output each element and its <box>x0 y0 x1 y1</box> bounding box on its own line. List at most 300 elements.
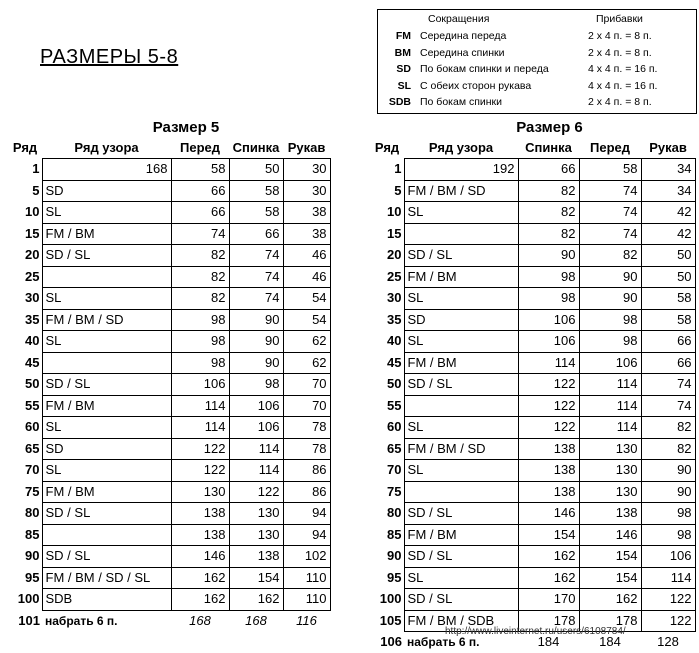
row-number: 65 <box>387 440 402 456</box>
value-cell: 162 <box>579 589 641 611</box>
row-number: 1 <box>394 161 402 177</box>
value-cell: 82 <box>641 438 695 460</box>
value-cell: 138 <box>171 524 229 546</box>
row-number: 55 <box>25 397 40 413</box>
row-number: 40 <box>25 333 40 349</box>
pattern-cell: FM / BM / SDB <box>404 610 518 632</box>
abbreviation-code: SL <box>397 79 411 92</box>
value-cell: 38 <box>283 202 330 224</box>
size6-col-c-header: Рукав <box>649 140 687 155</box>
pattern-cell: SD / SL <box>42 546 171 568</box>
pattern-cell: FM / BM / SD / SL <box>42 567 171 589</box>
row-number: 50 <box>387 376 402 392</box>
table-row <box>370 159 695 181</box>
pattern-cell: SD <box>42 180 171 202</box>
size5-col-b-header: Спинка <box>232 140 280 155</box>
value-cell: 98 <box>171 352 229 374</box>
abbreviation-inc: 2 х 4 п. = 8 п. <box>588 30 652 42</box>
value-cell: 74 <box>579 180 641 202</box>
value-cell: 82 <box>579 245 641 267</box>
pattern-cell <box>404 481 518 503</box>
value-cell: 106 <box>171 374 229 396</box>
abbreviation-row <box>378 96 696 112</box>
table-row <box>8 245 330 267</box>
value-cell: 114 <box>229 438 283 460</box>
value-cell: 138 <box>518 438 579 460</box>
abbreviation-row <box>378 80 696 96</box>
abbreviation-desc: С обеих сторон рукава <box>420 79 532 92</box>
value-cell: 90 <box>229 331 283 353</box>
value-cell: 90 <box>641 460 695 482</box>
pattern-cell: SL <box>404 288 518 310</box>
value-cell: 98 <box>518 266 579 288</box>
value-cell: 98 <box>579 309 641 331</box>
table-row <box>370 460 695 482</box>
value-cell: 82 <box>171 288 229 310</box>
table-row <box>370 524 695 546</box>
value-cell: 114 <box>171 395 229 417</box>
value-cell: 110 <box>283 589 330 611</box>
value-cell: 74 <box>229 245 283 267</box>
row-number: 65 <box>25 440 40 456</box>
row-number: 80 <box>387 505 402 521</box>
value-cell: 74 <box>641 395 695 417</box>
table-row <box>8 438 330 460</box>
value-cell: 58 <box>579 159 641 181</box>
value-cell: 54 <box>283 288 330 310</box>
abbreviation-desc: По бокам спинки <box>420 96 503 108</box>
size5-pattern-header: Ряд узора <box>74 140 139 155</box>
value-cell: 74 <box>641 374 695 396</box>
abbreviations-header-label: Сокращения <box>428 13 490 25</box>
table-row <box>8 331 330 353</box>
row-number: 80 <box>25 505 40 521</box>
value-cell: 122 <box>641 610 695 632</box>
table-row <box>8 589 330 611</box>
row-number: 85 <box>25 526 40 542</box>
table-row <box>8 309 330 331</box>
value-cell: 30 <box>283 159 330 181</box>
table-row <box>370 481 695 503</box>
value-cell: 170 <box>518 589 579 611</box>
row-number: 5 <box>32 182 40 198</box>
pattern-cell: SD <box>404 309 518 331</box>
abbreviation-code: FM <box>395 30 411 42</box>
value-cell: 66 <box>641 331 695 353</box>
row-number: 35 <box>387 311 402 327</box>
table-row <box>8 567 330 589</box>
pattern-cell: FM / BM <box>404 352 518 374</box>
value-cell: 98 <box>579 331 641 353</box>
value-cell: 82 <box>518 180 579 202</box>
value-cell: 82 <box>641 417 695 439</box>
value-cell: 98 <box>171 309 229 331</box>
value-cell: 90 <box>229 352 283 374</box>
value-cell: 122 <box>229 481 283 503</box>
value-cell: 162 <box>171 567 229 589</box>
table-row <box>8 159 330 181</box>
value-cell: 70 <box>283 395 330 417</box>
value-cell: 114 <box>518 352 579 374</box>
value-cell: 178 <box>579 610 641 632</box>
table-row <box>370 546 695 568</box>
table-row <box>370 202 695 224</box>
value-cell: 82 <box>171 245 229 267</box>
abbreviation-inc: 2 х 4 п. = 8 п. <box>588 96 652 108</box>
table-row <box>370 438 695 460</box>
pattern-cell: 192 <box>404 159 518 181</box>
pattern-cell: FM / BM <box>42 395 171 417</box>
pattern-cell: SL <box>42 460 171 482</box>
increases-header-label: Прибавки <box>596 13 643 25</box>
value-cell: 66 <box>229 223 283 245</box>
value-cell: 106 <box>229 417 283 439</box>
value-cell: 130 <box>171 481 229 503</box>
value-cell: 162 <box>518 546 579 568</box>
value-cell: 162 <box>171 589 229 611</box>
row-number: 90 <box>25 548 40 564</box>
pattern-cell: SL <box>404 331 518 353</box>
table-row <box>370 245 695 267</box>
value-cell: 116 <box>296 612 317 628</box>
value-cell: 122 <box>518 374 579 396</box>
pattern-cell: FM / BM <box>404 524 518 546</box>
value-cell: 74 <box>171 223 229 245</box>
abbreviation-inc: 2 х 4 п. = 8 п. <box>588 46 652 59</box>
row-number: 100 <box>17 591 40 607</box>
abbreviation-desc: Середина переда <box>420 30 507 42</box>
pattern-cell: SL <box>42 202 171 224</box>
value-cell: 78 <box>283 417 330 439</box>
final-instruction: набрать 6 п. <box>45 613 118 628</box>
row-number: 100 <box>379 591 402 607</box>
value-cell: 114 <box>579 417 641 439</box>
row-number: 20 <box>387 247 402 263</box>
value-cell: 114 <box>579 374 641 396</box>
pattern-cell: SD / SL <box>404 546 518 568</box>
pattern-cell: SD / SL <box>42 374 171 396</box>
value-cell: 98 <box>518 288 579 310</box>
value-cell: 58 <box>229 180 283 202</box>
value-cell: 94 <box>283 524 330 546</box>
size5-title: Размер 5 <box>152 119 220 136</box>
table-row <box>8 546 330 568</box>
row-number: 95 <box>387 569 402 585</box>
value-cell: 98 <box>641 524 695 546</box>
row-number: 60 <box>25 419 40 435</box>
row-number: 15 <box>25 225 40 241</box>
pattern-cell: SL <box>404 202 518 224</box>
pattern-cell: SD <box>42 438 171 460</box>
value-cell: 138 <box>171 503 229 525</box>
pattern-cell: SL <box>404 417 518 439</box>
value-cell: 138 <box>229 546 283 568</box>
value-cell: 46 <box>283 245 330 267</box>
value-cell: 50 <box>229 159 283 181</box>
value-cell: 106 <box>229 395 283 417</box>
row-number: 50 <box>25 376 40 392</box>
pattern-cell: SL <box>404 460 518 482</box>
table-row <box>370 374 695 396</box>
pattern-cell: SD / SL <box>404 245 518 267</box>
abbreviation-code: SDB <box>388 96 411 108</box>
value-cell: 34 <box>641 180 695 202</box>
value-cell: 110 <box>283 567 330 589</box>
value-cell: 130 <box>579 460 641 482</box>
value-cell: 128 <box>657 634 679 650</box>
value-cell: 146 <box>518 503 579 525</box>
value-cell: 50 <box>641 266 695 288</box>
pattern-cell: FM / BM <box>42 223 171 245</box>
table-row <box>8 352 330 374</box>
row-number: 1 <box>32 161 40 177</box>
row-number: 25 <box>387 268 402 284</box>
table-row <box>8 395 330 417</box>
pattern-cell <box>42 266 171 288</box>
abbreviation-desc: Середина спинки <box>420 46 505 59</box>
size6-pattern-header: Ряд узора <box>428 140 494 155</box>
table-row <box>8 180 330 202</box>
table-row <box>8 503 330 525</box>
value-cell: 74 <box>579 223 641 245</box>
value-cell: 66 <box>518 159 579 181</box>
row-number: 20 <box>25 247 40 263</box>
value-cell: 74 <box>229 288 283 310</box>
pattern-cell <box>404 223 518 245</box>
value-cell: 106 <box>518 309 579 331</box>
size6-row-header: Ряд <box>374 140 400 156</box>
table-row <box>370 395 695 417</box>
pattern-cell: FM / BM / SD <box>404 180 518 202</box>
table-row <box>8 223 330 245</box>
value-cell: 90 <box>229 309 283 331</box>
value-cell: 46 <box>283 266 330 288</box>
value-cell: 90 <box>579 288 641 310</box>
value-cell: 34 <box>641 159 695 181</box>
value-cell: 90 <box>579 266 641 288</box>
value-cell: 102 <box>283 546 330 568</box>
value-cell: 70 <box>283 374 330 396</box>
row-number: 70 <box>387 462 402 478</box>
pattern-cell: SD / SL <box>404 374 518 396</box>
value-cell: 122 <box>641 589 695 611</box>
value-cell: 58 <box>641 288 695 310</box>
row-number: 55 <box>387 397 402 413</box>
value-cell: 58 <box>641 309 695 331</box>
pattern-cell: SL <box>42 417 171 439</box>
value-cell: 130 <box>579 438 641 460</box>
value-cell: 38 <box>283 223 330 245</box>
abbreviation-row <box>378 47 696 63</box>
table-row <box>8 374 330 396</box>
final-instruction: набрать 6 п. <box>407 635 480 650</box>
abbreviation-inc: 4 х 4 п. = 16 п. <box>588 79 658 92</box>
row-number: 35 <box>25 311 40 327</box>
row-number: 45 <box>25 354 40 370</box>
value-cell: 106 <box>518 331 579 353</box>
table-row <box>370 309 695 331</box>
row-number: 30 <box>25 290 40 306</box>
table-row <box>370 589 695 611</box>
value-cell: 122 <box>171 460 229 482</box>
row-number: 90 <box>387 548 402 564</box>
row-number: 30 <box>387 290 402 306</box>
value-cell: 122 <box>171 438 229 460</box>
final-row <box>8 610 330 631</box>
abbreviation-row <box>378 30 696 46</box>
size6-title: Размер 6 <box>516 119 583 136</box>
value-cell: 78 <box>283 438 330 460</box>
table-row <box>370 331 695 353</box>
value-cell: 146 <box>579 524 641 546</box>
value-cell: 114 <box>229 460 283 482</box>
value-cell: 130 <box>229 524 283 546</box>
table-row <box>8 524 330 546</box>
value-cell: 90 <box>641 481 695 503</box>
pattern-cell: FM / BM <box>404 266 518 288</box>
abbreviation-row <box>378 63 696 79</box>
value-cell: 122 <box>518 395 579 417</box>
pattern-cell: 168 <box>42 159 171 181</box>
value-cell: 184 <box>599 634 621 650</box>
page-title: РАЗМЕРЫ 5-8 <box>40 46 179 68</box>
abbreviation-inc: 4 х 4 п. = 16 п. <box>588 63 658 75</box>
value-cell: 94 <box>283 503 330 525</box>
value-cell: 82 <box>518 202 579 224</box>
abbreviation-code: SD <box>396 63 411 75</box>
value-cell: 168 <box>245 612 267 628</box>
value-cell: 98 <box>641 503 695 525</box>
pattern-cell: FM / BM / SD <box>404 438 518 460</box>
value-cell: 86 <box>283 460 330 482</box>
table-row <box>370 223 695 245</box>
pattern-cell: SD / SL <box>42 245 171 267</box>
value-cell: 154 <box>229 567 283 589</box>
pattern-cell <box>42 352 171 374</box>
size6-col-a-header: Спинка <box>525 140 572 155</box>
row-number: 5 <box>394 182 402 198</box>
row-number: 75 <box>387 483 402 499</box>
table-row <box>370 417 695 439</box>
value-cell: 130 <box>579 481 641 503</box>
value-cell: 42 <box>641 202 695 224</box>
value-cell: 58 <box>229 202 283 224</box>
abbreviation-code: BM <box>394 46 411 59</box>
value-cell: 62 <box>283 352 330 374</box>
pattern-cell: FM / BM <box>42 481 171 503</box>
table-row <box>8 202 330 224</box>
row-number: 60 <box>387 419 402 435</box>
pattern-cell: SD / SL <box>42 503 171 525</box>
value-cell: 106 <box>579 352 641 374</box>
pattern-cell: FM / BM / SD <box>42 309 171 331</box>
value-cell: 130 <box>229 503 283 525</box>
value-cell: 82 <box>171 266 229 288</box>
table-row <box>8 266 330 288</box>
table-row <box>370 288 695 310</box>
row-number: 40 <box>387 333 402 349</box>
abbreviations-header <box>378 13 696 27</box>
table-row <box>370 503 695 525</box>
size6-table <box>370 118 696 653</box>
table-row <box>370 266 695 288</box>
value-cell: 106 <box>641 546 695 568</box>
table-row <box>370 567 695 589</box>
value-cell: 114 <box>579 395 641 417</box>
pattern-cell <box>42 524 171 546</box>
value-cell: 162 <box>229 589 283 611</box>
value-cell: 30 <box>283 180 330 202</box>
pattern-cell: SD / SL <box>404 503 518 525</box>
pattern-cell: SL <box>42 288 171 310</box>
row-number: 10 <box>387 204 402 220</box>
value-cell: 82 <box>518 223 579 245</box>
abbreviations-box <box>377 9 697 114</box>
row-number: 106 <box>380 634 402 649</box>
value-cell: 58 <box>171 159 229 181</box>
value-cell: 98 <box>171 331 229 353</box>
value-cell: 114 <box>171 417 229 439</box>
size6-col-b-header: Перед <box>590 140 630 155</box>
value-cell: 66 <box>641 352 695 374</box>
value-cell: 146 <box>171 546 229 568</box>
abbreviation-desc: По бокам спинки и переда <box>420 63 549 75</box>
size5-row-header: Ряд <box>12 140 38 156</box>
value-cell: 86 <box>283 481 330 503</box>
row-number: 10 <box>25 204 40 220</box>
source-url[interactable]: http://www.liveinternet.ru/users/6108784/ <box>445 626 626 637</box>
pattern-cell: SL <box>404 567 518 589</box>
row-number: 85 <box>387 526 402 542</box>
pattern-cell: SL <box>42 331 171 353</box>
row-number: 75 <box>25 483 40 499</box>
value-cell: 178 <box>518 610 579 632</box>
value-cell: 154 <box>579 546 641 568</box>
value-cell: 154 <box>518 524 579 546</box>
row-number: 95 <box>25 569 40 585</box>
size5-col-c-header: Рукав <box>287 140 326 155</box>
size5-table <box>8 118 331 631</box>
value-cell: 168 <box>189 612 211 628</box>
table-row <box>8 481 330 503</box>
row-number: 105 <box>379 612 402 628</box>
value-cell: 74 <box>229 266 283 288</box>
table-row <box>370 352 695 374</box>
value-cell: 162 <box>518 567 579 589</box>
row-number: 25 <box>25 268 40 284</box>
value-cell: 154 <box>579 567 641 589</box>
value-cell: 138 <box>579 503 641 525</box>
value-cell: 42 <box>641 223 695 245</box>
pattern-cell: SD / SL <box>404 589 518 611</box>
pattern-cell: SDB <box>42 589 171 611</box>
value-cell: 138 <box>518 460 579 482</box>
table-row <box>8 288 330 310</box>
value-cell: 50 <box>641 245 695 267</box>
value-cell: 66 <box>171 180 229 202</box>
row-number: 70 <box>25 462 40 478</box>
value-cell: 98 <box>229 374 283 396</box>
value-cell: 114 <box>641 567 695 589</box>
table-row <box>8 460 330 482</box>
row-number: 15 <box>387 225 402 241</box>
value-cell: 90 <box>518 245 579 267</box>
row-number: 45 <box>387 354 402 370</box>
value-cell: 66 <box>171 202 229 224</box>
value-cell: 74 <box>579 202 641 224</box>
value-cell: 138 <box>518 481 579 503</box>
size5-col-a-header: Перед <box>180 140 220 155</box>
